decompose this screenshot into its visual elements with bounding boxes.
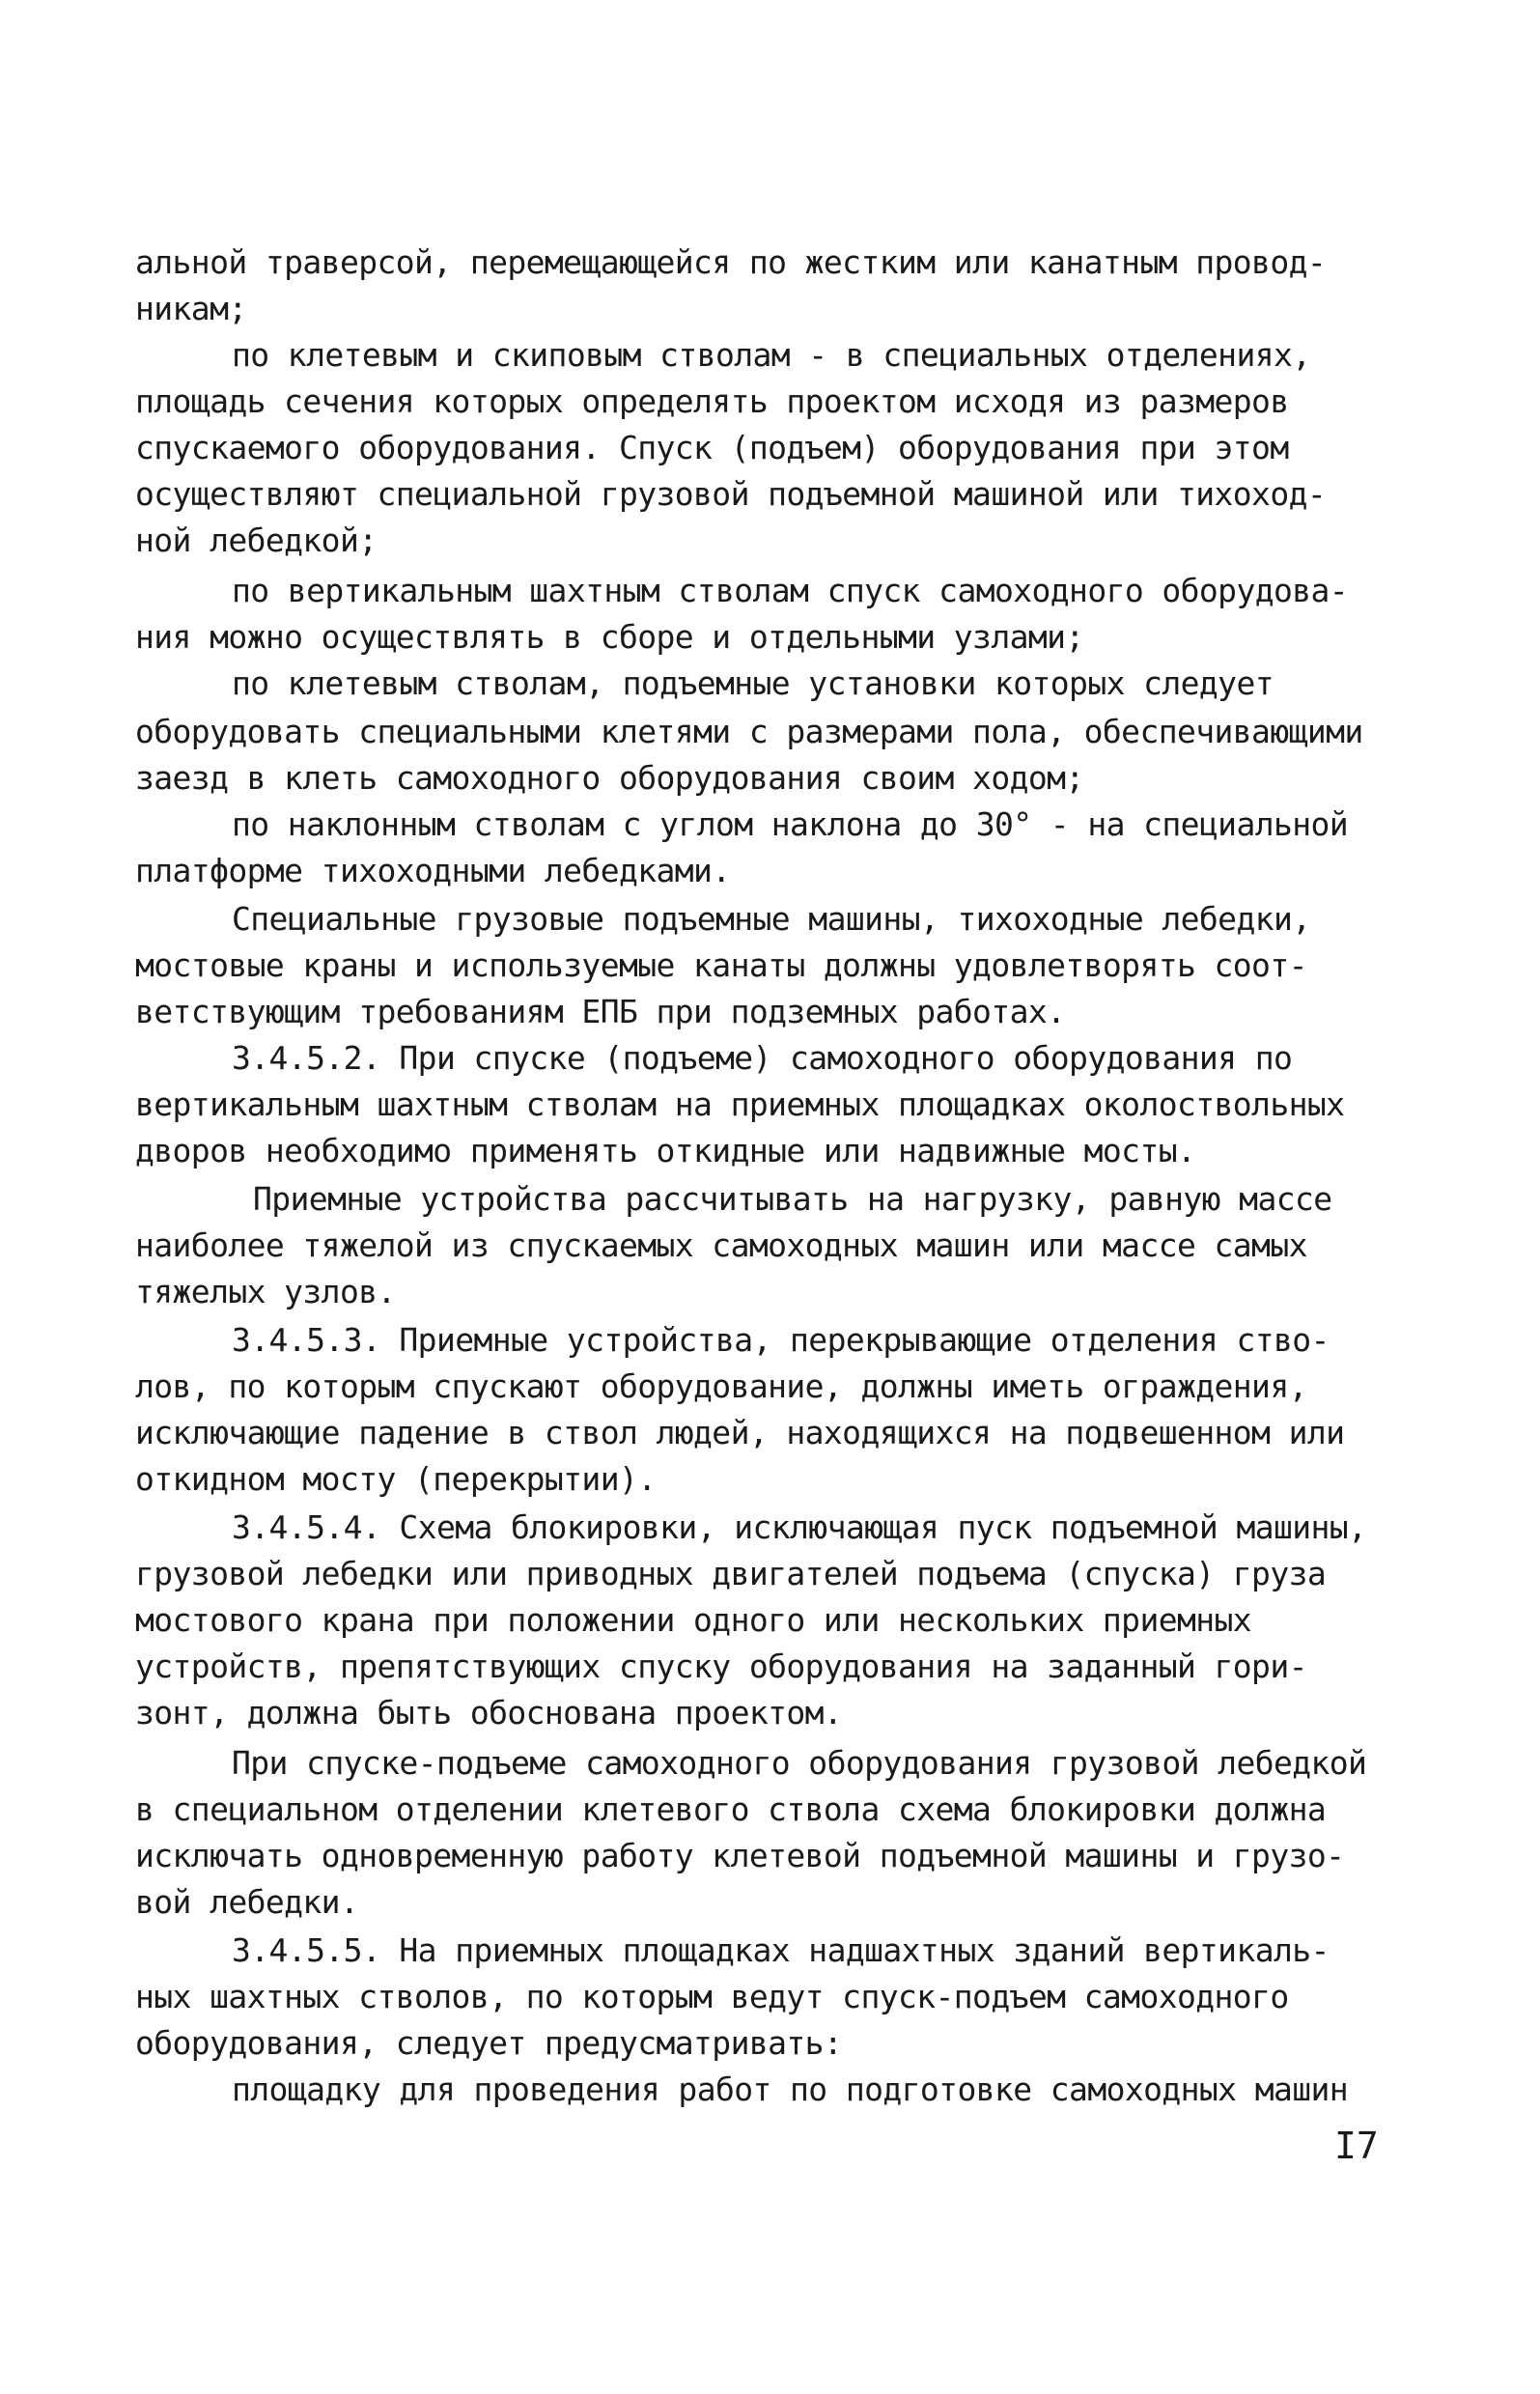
text-line: мостовые краны и используемые канаты должны удовлетворять соот- bbox=[135, 946, 1307, 984]
text-line: оборудовать специальными клетями с размерами пола, обеспечивающими bbox=[135, 713, 1363, 750]
text-line: 3.4.5.4. Схема блокировки, исключающая пуск подъемной машины, bbox=[232, 1508, 1367, 1546]
text-line: тяжелых узлов. bbox=[135, 1273, 396, 1310]
text-line: в специальном отделении клетевого ствола схема блокировки должна bbox=[135, 1790, 1327, 1828]
text-line: 3.4.5.5. На приемных площадках надшахтных зданий вертикаль- bbox=[232, 1931, 1330, 1969]
text-line: ных шахтных стволов, по которым ведут спуск-подъем самоходного bbox=[135, 1978, 1289, 2015]
text-line: зонт, должна быть обоснована проектом. bbox=[135, 1694, 843, 1732]
text-line: исключающие падение в ствол людей, находящихся на подвешенном или bbox=[135, 1414, 1345, 1451]
text-line: альной траверсой, перемещающейся по жестким или канатным провод- bbox=[135, 243, 1327, 281]
text-line: мостового крана при положении одного или нескольких приемных bbox=[135, 1601, 1252, 1639]
text-line: откидном мосту (перекрытии). bbox=[135, 1460, 657, 1498]
text-line: грузовой лебедки или приводных двигателей подъема (спуска) груза bbox=[135, 1555, 1327, 1592]
text-line: по клетевым и скиповым стволам - в специальных отделениях, bbox=[232, 336, 1311, 374]
text-line: осуществляют специальной грузовой подъемной машиной или тихоход- bbox=[135, 475, 1327, 513]
text-line: оборудования, следует предусматривать: bbox=[135, 2024, 843, 2062]
text-line: Приемные устройства рассчитывать на нагрузку, равную массе bbox=[253, 1180, 1332, 1218]
text-line: вой лебедки. bbox=[135, 1883, 359, 1921]
text-line: ветствующим требованиям ЕПБ при подземных работах. bbox=[135, 993, 1066, 1030]
text-line: ния можно осуществлять в сборе и отдельными узлами; bbox=[135, 618, 1084, 656]
text-line: площадку для проведения работ по подготовке самоходных машин bbox=[232, 2070, 1349, 2108]
text-line: ной лебедкой; bbox=[135, 521, 378, 559]
text-line: по вертикальным шахтным стволам спуск самоходного оборудова- bbox=[232, 572, 1349, 609]
text-line: При спуске-подъеме самоходного оборудования грузовой лебедкой bbox=[232, 1744, 1367, 1782]
text-line: вертикальным шахтным стволам на приемных площадках околоствольных bbox=[135, 1085, 1345, 1123]
text-line: 3.4.5.3. Приемные устройства, перекрывающие отделения ство- bbox=[232, 1321, 1330, 1359]
text-line: платформе тихоходными лебедками. bbox=[135, 852, 731, 889]
text-line: площадь сечения которых определять проектом исходя из размеров bbox=[135, 382, 1289, 420]
text-line: дворов необходимо применять откидные или надвижные мосты. bbox=[135, 1132, 1196, 1169]
page-number: I7 bbox=[1334, 2125, 1379, 2167]
text-line: спускаемого оборудования. Спуск (подъем) оборудования при этом bbox=[135, 429, 1289, 466]
text-line: наиболее тяжелой из спускаемых самоходных машин или массе самых bbox=[135, 1226, 1307, 1264]
text-line: по наклонным стволам с углом наклона до 30° - на специальной bbox=[232, 805, 1349, 843]
text-line: 3.4.5.2. При спуске (подъеме) самоходного оборудования по bbox=[232, 1039, 1293, 1077]
text-line: по клетевым стволам, подъемные установки которых следует bbox=[232, 664, 1274, 702]
text-line: устройств, препятствующих спуску оборудования на заданный гори- bbox=[135, 1648, 1307, 1685]
text-line: Специальные грузовые подъемные машины, тихоходные лебедки, bbox=[232, 900, 1311, 938]
text-line: исключать одновременную работу клетевой подъемной машины и грузо- bbox=[135, 1837, 1345, 1874]
text-line: лов, по которым спускают оборудование, должны иметь ограждения, bbox=[135, 1367, 1307, 1405]
text-line: никам; bbox=[135, 290, 247, 327]
text-line: заезд в клеть самоходного оборудования своим ходом; bbox=[135, 759, 1084, 797]
